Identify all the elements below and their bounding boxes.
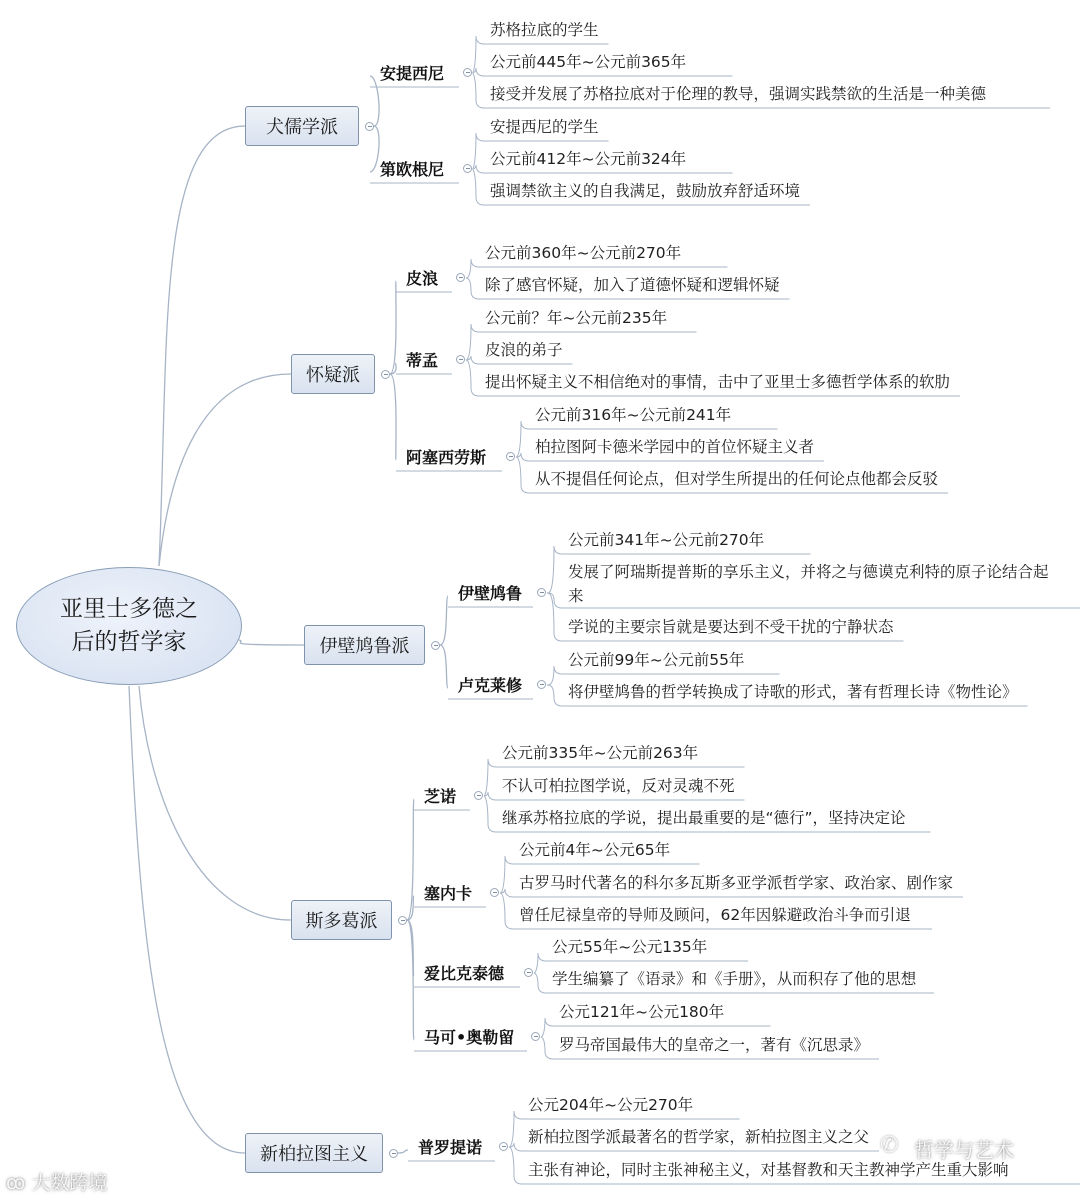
fact-text: 公元前99年~公元前55年 (568, 651, 745, 669)
philosopher-node[interactable]: 芝诺 (424, 787, 457, 806)
root-link (239, 640, 304, 645)
fact-text: 罗马帝国最伟大的皇帝之一，著有《沉思录》 (559, 1036, 870, 1054)
school-link (370, 126, 379, 172)
school-node[interactable]: 犬儒学派 (245, 106, 359, 146)
collapse-toggle[interactable] (381, 370, 390, 379)
fact-text: 新柏拉图学派最著名的哲学家，新柏拉图主义之父 (528, 1128, 870, 1146)
philosopher-node[interactable]: 塞内卡 (424, 884, 473, 903)
root-topic-label: 亚里士多德之后的哲学家 (60, 596, 198, 655)
fact-text: 不认可柏拉图学说，反对灵魂不死 (502, 777, 735, 795)
collapse-toggle[interactable] (537, 680, 546, 689)
fact-text: 从不提倡任何论点，但对学生所提出的任何论点他都会反驳 (535, 470, 939, 488)
root-link (159, 126, 245, 566)
school-link (398, 1150, 408, 1153)
school-node[interactable]: 伊壁鸠鲁派 (304, 625, 425, 665)
school-link (440, 596, 448, 645)
collapse-toggle[interactable] (531, 1032, 540, 1041)
fact-text: 学说的主要宗旨就是要达到不受干扰的宁静状态 (568, 618, 894, 636)
root-link (129, 686, 245, 1153)
fact-text: 公元121年~公元180年 (559, 1003, 725, 1021)
philosopher-node[interactable]: 阿塞西劳斯 (406, 448, 487, 467)
fact-text: 除了感官怀疑，加入了道德怀疑和逻辑怀疑 (485, 276, 780, 294)
collapse-toggle[interactable] (463, 68, 472, 77)
philosopher-node[interactable]: 第欧根尼 (380, 160, 445, 179)
fact-text: 继承苏格拉底的学说，提出最重要的是“德行”，坚持决定论 (502, 809, 906, 827)
school-link (440, 645, 448, 688)
philosopher-node[interactable]: 安提西尼 (380, 64, 445, 83)
philosopher-node[interactable]: 爱比克泰德 (424, 964, 505, 983)
brand-logo-icon: ꝏ (6, 1172, 26, 1194)
fact-text: 公元前412年~公元前324年 (490, 150, 687, 168)
fact-text: 公元前4年~公元65年 (519, 841, 671, 859)
school-link (370, 76, 379, 126)
fact-text: 公元前316年~公元前241年 (535, 406, 732, 424)
collapse-toggle[interactable] (474, 791, 483, 800)
fact-text: 发展了阿瑞斯提普斯的享乐主义，并将之与德谟克利特的原子论结合起来 (568, 563, 1049, 605)
fact-text: 公元前360年~公元前270年 (485, 244, 682, 262)
fact-text: 公元204年~公元270年 (528, 1096, 694, 1114)
philosopher-node[interactable]: 伊壁鸠鲁 (458, 584, 523, 603)
fact-text: 提出怀疑主义不相信绝对的事情，击中了亚里士多德哲学体系的软肋 (485, 373, 951, 391)
watermark-right: 哲学与艺术 (914, 1138, 1014, 1162)
collapse-toggle[interactable] (456, 273, 465, 282)
fact-text: 曾任尼禄皇帝的导师及顾问，62年因躲避政治斗争而引退 (519, 906, 911, 924)
collapse-toggle[interactable] (499, 1142, 508, 1151)
collapse-toggle[interactable] (398, 916, 407, 925)
philosopher-node[interactable]: 马可•奥勒留 (424, 1028, 515, 1047)
collapse-toggle[interactable] (524, 968, 533, 977)
collapse-toggle[interactable] (537, 588, 546, 597)
fact-text: 苏格拉底的学生 (490, 21, 599, 39)
fact-text: 将伊壁鸠鲁的哲学转换成了诗歌的形式，著有哲理长诗《物性论》 (568, 683, 1018, 701)
watermark-left-label: 大数跨境 (31, 1172, 108, 1194)
school-node[interactable]: 新柏拉图主义 (245, 1133, 383, 1173)
collapse-toggle[interactable] (456, 355, 465, 364)
school-link (390, 281, 396, 374)
watermark-left (6, 1168, 107, 1195)
collapse-toggle[interactable] (463, 164, 472, 173)
philosopher-node[interactable]: 普罗提诺 (418, 1138, 483, 1157)
collapse-toggle[interactable] (365, 122, 374, 131)
fact-text: 主张有神论，同时主张神秘主义，对基督教和天主教神学产生重大影响 (528, 1161, 1009, 1179)
fact-text: 接受并发展了苏格拉底对于伦理的教导，强调实践禁欲的生活是一种美德 (490, 85, 987, 103)
fact-text: 皮浪的弟子 (485, 341, 563, 359)
fact-text: 公元前335年~公元前263年 (502, 744, 699, 762)
fact-text: 学生编纂了《语录》和《手册》，从而积存了他的思想 (552, 970, 917, 988)
philosopher-node[interactable]: 卢克莱修 (458, 676, 523, 695)
fact-text: 公元55年~公元135年 (552, 938, 708, 956)
collapse-toggle[interactable] (431, 641, 440, 650)
root-link (159, 374, 291, 566)
school-link (390, 374, 396, 460)
wechat-icon: ✆ (880, 1133, 899, 1158)
school-node[interactable]: 怀疑派 (291, 354, 375, 394)
root-topic[interactable] (16, 567, 242, 685)
fact-text: 柏拉图阿卡德米学园中的首位怀疑主义者 (535, 438, 815, 456)
philosopher-node[interactable]: 皮浪 (406, 269, 439, 288)
fact-text: 古罗马时代著名的科尔多瓦斯多亚学派哲学家、政治家、剧作家 (519, 874, 954, 892)
fact-text: 公元前445年~公元前365年 (490, 53, 687, 71)
collapse-toggle[interactable] (506, 452, 515, 461)
collapse-toggle[interactable] (490, 888, 499, 897)
root-link (139, 686, 291, 920)
fact-text: 强调禁欲主义的自我满足，鼓励放弃舒适环境 (490, 182, 801, 200)
philosopher-node[interactable]: 蒂孟 (406, 351, 439, 370)
fact-text: 公元前341年~公元前270年 (568, 531, 765, 549)
school-node[interactable]: 斯多葛派 (291, 900, 392, 940)
fact-text: 公元前？年~公元前235年 (485, 309, 668, 327)
fact-text: 安提西尼的学生 (490, 118, 599, 136)
collapse-toggle[interactable] (389, 1149, 398, 1158)
